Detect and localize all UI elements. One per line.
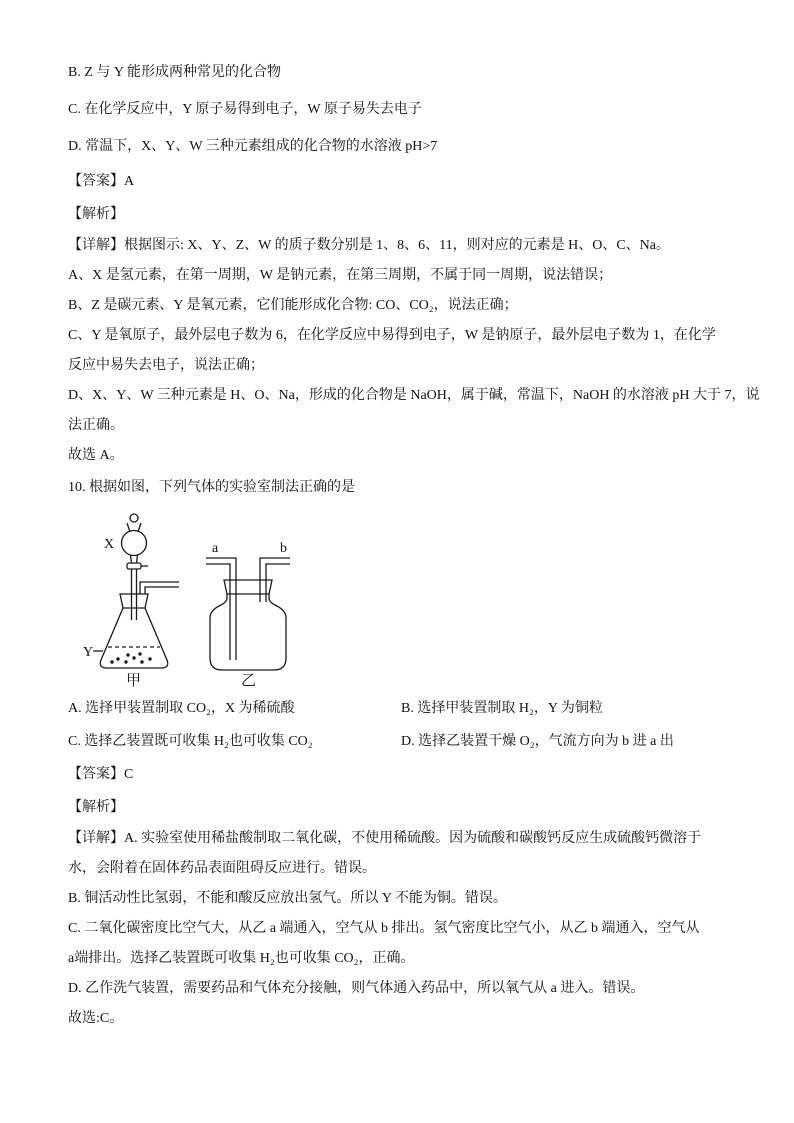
q9-detail-line: 法正确。 xyxy=(68,418,124,433)
q10-stem: 10. 根据如图，下列气体的实验室制法正确的是 xyxy=(68,480,355,495)
q9-detail-line: 反应中易失去电子，说法正确； xyxy=(68,358,264,373)
solid-granules-icon xyxy=(110,652,151,663)
q9-option-c: C. 在化学反应中，Y 原子易得到电子，W 原子易失去电子 xyxy=(68,102,422,117)
delivery-tube-icon xyxy=(140,582,179,594)
q10-option-a: A. 选择甲装置制取 CO₂，X 为稀硫酸 xyxy=(68,701,295,716)
q10-detail-line: 水，会附着在固体药品表面阻碍反应进行。错误。 xyxy=(68,861,376,876)
q10-detail-line: a端排出。选择乙装置既可收集 H₂也可收集 CO₂，正确。 xyxy=(68,951,415,966)
q10-option-b: B. 选择甲装置制取 H₂，Y 为铜粒 xyxy=(401,701,603,716)
flask-stopper-icon xyxy=(120,594,148,608)
q9-analysis-label: 【解析】 xyxy=(68,207,124,222)
q9-detail-line: B、Z 是碳元素、Y 是氧元素，它们能形成化合物: CO、CO₂，说法正确； xyxy=(68,298,518,313)
bottle-stopper-icon xyxy=(224,580,272,594)
label-b: b xyxy=(280,541,287,556)
q10-options-row-1 xyxy=(68,692,726,725)
q9-answer-label: 【答案】A xyxy=(68,174,135,189)
q10-detail-line: 【详解】A. 实验室使用稀盐酸制取二氧化碳，不使用稀硫酸。因为硫酸和碳酸钙反应生成硫酸钙微溶于 xyxy=(68,831,702,846)
q10-option-c: C. 选择乙装置既可收集 H₂也可收集 CO₂ xyxy=(68,734,313,749)
q10-answer-label: 【答案】C xyxy=(68,767,134,782)
q9-option-d: D. 常温下，X、Y、W 三种元素组成的化合物的水溶液 pH>7 xyxy=(68,139,438,154)
apparatus-yi-diagram xyxy=(196,540,300,688)
label-x: X xyxy=(104,537,115,552)
q9-detail-line: A、X 是氢元素，在第一周期，W 是钠元素，在第三周期，不属于同一周期，说法错误； xyxy=(68,268,613,283)
q10-apparatus-diagram xyxy=(68,504,726,692)
q10-detail-line: B. 铜活动性比氢弱，不能和酸反应放出氢气。所以 Y 不能为铜。错误。 xyxy=(68,891,507,906)
q10-conclusion: 故选:C。 xyxy=(68,1011,124,1026)
q10-options-row-2 xyxy=(68,725,726,758)
caption-yi: 乙 xyxy=(241,673,257,688)
label-a: a xyxy=(212,541,219,556)
dropping-funnel-bulb-icon xyxy=(122,531,147,556)
funnel-neck-icon xyxy=(131,555,138,563)
q9-detail-line: C、Y 是氧原子，最外层电子数为 6，在化学反应中易得到电子，W 是钠原子，最外层电子数为 1，在化学 xyxy=(68,328,716,343)
gas-bottle-icon xyxy=(210,594,286,670)
apparatus-jia-diagram xyxy=(82,510,182,688)
q10-option-d: D. 选择乙装置干燥 O₂，气流方向为 b 进 a 出 xyxy=(401,734,674,749)
q10-detail-line: D. 乙作洗气装置，需要药品和气体充分接触，则气体通入药品中，所以氧气从 a 进入。错误。 xyxy=(68,981,645,996)
q9-detail-line: 【详解】根据图示: X、Y、Z、W 的质子数分别是 1、8、6、11，则对应的元素是 H、O、C、Na。 xyxy=(68,238,670,253)
q9-detail-line: D、X、Y、W 三种元素是 H、O、Na，形成的化合物是 NaOH，属于碱，常温下，NaOH 的水溶液 pH 大于 7，说 xyxy=(68,388,760,403)
q10-detail-line: C. 二氧化碳密度比空气大，从乙 a 端通入，空气从 b 排出。氢气密度比空气小，从乙 b 端通入，空气从 xyxy=(68,921,700,936)
label-y: Y xyxy=(83,645,94,660)
stopcock-icon xyxy=(127,563,141,569)
q9-option-b: B. Z 与 Y 能形成两种常见的化合物 xyxy=(68,65,281,80)
funnel-stopper-knob-icon xyxy=(130,514,138,522)
q10-analysis-label: 【解析】 xyxy=(68,800,124,815)
caption-jia: 甲 xyxy=(126,673,142,688)
q9-conclusion: 故选 A。 xyxy=(68,448,124,463)
